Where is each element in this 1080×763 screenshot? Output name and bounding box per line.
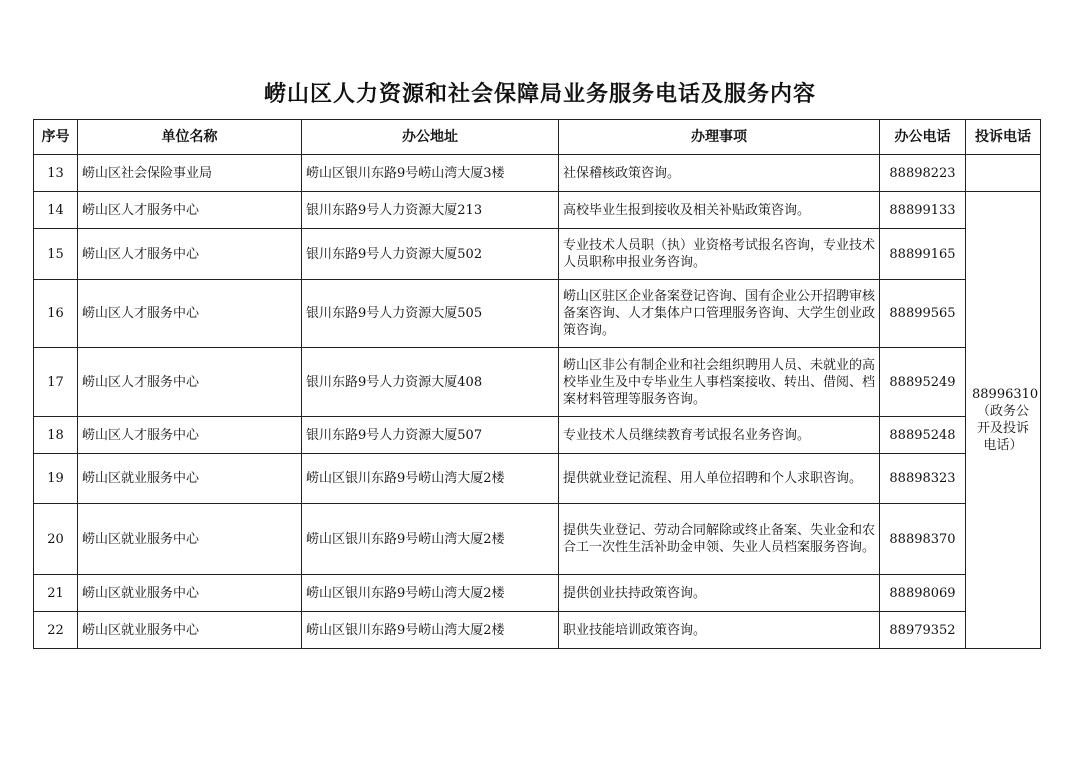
cell-unit: 崂山区人才服务中心: [78, 229, 302, 280]
cell-items: 崂山区非公有制企业和社会组织聘用人员、未就业的高校毕业生及中专毕业生人事档案接收、转出、借阅、档案材料管理等服务咨询。: [559, 348, 880, 417]
cell-items: 崂山区驻区企业备案登记咨询、国有企业公开招聘审核备案咨询、人才集体户口管理服务咨询、大学生创业政策咨询。: [559, 280, 880, 348]
cell-no: 21: [34, 575, 78, 612]
cell-phone: 88895249: [880, 348, 966, 417]
header-items: 办理事项: [559, 120, 880, 155]
cell-items: 提供失业登记、劳动合同解除或终止备案、失业金和农合工一次性生活补助金申领、失业人员档案服务咨询。: [559, 504, 880, 575]
cell-items: 高校毕业生报到接收及相关补贴政策咨询。: [559, 192, 880, 229]
cell-no: 19: [34, 454, 78, 504]
page-title: 崂山区人力资源和社会保障局业务服务电话及服务内容: [263, 82, 816, 107]
cell-no: 20: [34, 504, 78, 575]
header-complaint: 投诉电话: [966, 120, 1041, 155]
cell-phone: 88899133: [880, 192, 966, 229]
cell-phone: 88895248: [880, 417, 966, 454]
cell-unit: 崂山区人才服务中心: [78, 192, 302, 229]
complaint-note-line2: 开及投诉: [976, 421, 1029, 436]
table-row: [34, 348, 1041, 417]
cell-no: 15: [34, 229, 78, 280]
cell-phone: 88899565: [880, 280, 966, 348]
cell-unit: 崂山区就业服务中心: [78, 575, 302, 612]
cell-items: 社保稽核政策咨询。: [559, 155, 880, 192]
cell-complaint-merged: [966, 192, 1041, 649]
cell-no: 16: [34, 280, 78, 348]
cell-address: 银川东路9号人力资源大厦408: [302, 348, 559, 417]
cell-phone: 88898069: [880, 575, 966, 612]
cell-address: 崂山区银川东路9号崂山湾大厦2楼: [302, 454, 559, 504]
table-row: [34, 192, 1041, 229]
table-row: [34, 454, 1041, 504]
cell-unit: 崂山区人才服务中心: [78, 348, 302, 417]
complaint-note-line1: （政务公: [976, 404, 1029, 419]
cell-items: 提供创业扶持政策咨询。: [559, 575, 880, 612]
cell-no: 17: [34, 348, 78, 417]
cell-phone: 88898370: [880, 504, 966, 575]
complaint-note-line3: 电话）: [983, 438, 1023, 453]
cell-address: 银川东路9号人力资源大厦505: [302, 280, 559, 348]
cell-address: 银川东路9号人力资源大厦507: [302, 417, 559, 454]
cell-phone: 88979352: [880, 612, 966, 649]
cell-address: 崂山区银川东路9号崂山湾大厦3楼: [302, 155, 559, 192]
cell-address: 崂山区银川东路9号崂山湾大厦2楼: [302, 612, 559, 649]
cell-address: 崂山区银川东路9号崂山湾大厦2楼: [302, 504, 559, 575]
cell-phone: 88898223: [880, 155, 966, 192]
table-row: [34, 417, 1041, 454]
table-header-row: [34, 120, 1041, 155]
table-row: [34, 575, 1041, 612]
table-row: [34, 280, 1041, 348]
cell-unit: 崂山区人才服务中心: [78, 280, 302, 348]
cell-no: 13: [34, 155, 78, 192]
cell-no: 18: [34, 417, 78, 454]
header-address: 办公地址: [302, 120, 559, 155]
service-table: [33, 119, 1041, 649]
cell-no: 22: [34, 612, 78, 649]
table-row: [34, 504, 1041, 575]
cell-no: 14: [34, 192, 78, 229]
cell-unit: 崂山区人才服务中心: [78, 417, 302, 454]
header-no: 序号: [34, 120, 78, 155]
cell-items: 专业技术人员继续教育考试报名业务咨询。: [559, 417, 880, 454]
complaint-number: 88996310: [972, 387, 1039, 402]
header-phone: 办公电话: [880, 120, 966, 155]
table-row: [34, 229, 1041, 280]
cell-items: 提供就业登记流程、用人单位招聘和个人求职咨询。: [559, 454, 880, 504]
table-row: [34, 612, 1041, 649]
cell-unit: 崂山区就业服务中心: [78, 612, 302, 649]
cell-items: 专业技术人员职（执）业资格考试报名咨询，专业技术人员职称申报业务咨询。: [559, 229, 880, 280]
table-row: [34, 155, 1041, 192]
cell-unit: 崂山区就业服务中心: [78, 504, 302, 575]
cell-phone: 88899165: [880, 229, 966, 280]
cell-complaint-empty: [966, 155, 1041, 192]
cell-phone: 88898323: [880, 454, 966, 504]
cell-items: 职业技能培训政策咨询。: [559, 612, 880, 649]
cell-address: 崂山区银川东路9号崂山湾大厦2楼: [302, 575, 559, 612]
cell-unit: 崂山区社会保险事业局: [78, 155, 302, 192]
cell-address: 银川东路9号人力资源大厦502: [302, 229, 559, 280]
cell-unit: 崂山区就业服务中心: [78, 454, 302, 504]
header-unit: 单位名称: [78, 120, 302, 155]
cell-address: 银川东路9号人力资源大厦213: [302, 192, 559, 229]
